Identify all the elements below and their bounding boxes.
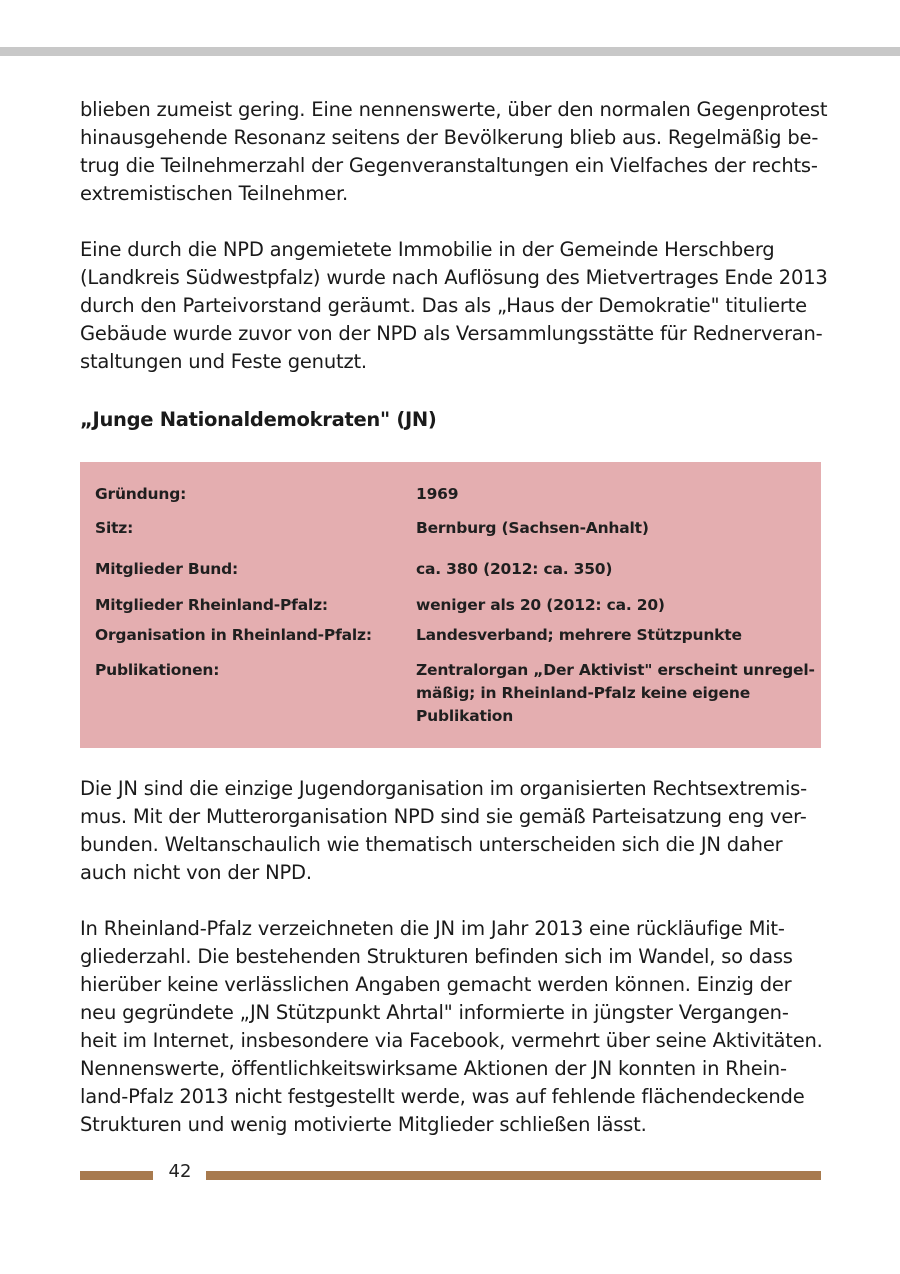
text-line: Eine durch die NPD angemietete Immobilie in der Gemeinde Herschberg — [80, 238, 775, 261]
text-line: Nennenswerte, öffentlichkeitswirksame Aktionen der JN konnten in Rhein- — [80, 1057, 787, 1080]
page-number: 42 — [168, 1161, 192, 1182]
text-line: hierüber keine verlässlichen Angaben gemacht werden können. Einzig der — [80, 973, 792, 996]
text-line: extremistischen Teilnehmer. — [80, 182, 349, 205]
fact-value-publications-line3: Publikation — [416, 707, 514, 725]
page-content — [80, 96, 828, 434]
text-line: durch den Parteivorstand geräumt. Das als „Haus der Demokratie" titulierte — [80, 294, 807, 317]
text-line: auch nicht von der NPD. — [80, 861, 312, 884]
text-line: trug die Teilnehmerzahl der Gegenveranstaltungen ein Vielfaches der rechts- — [80, 154, 818, 177]
fact-label-members-federal: Mitglieder Bund: — [95, 560, 239, 578]
text-line: Gebäude wurde zuvor von der NPD als Versammlungsstätte für Rednerveran- — [80, 322, 823, 345]
text-line: staltungen und Feste genutzt. — [80, 350, 367, 373]
fact-label-seat: Sitz: — [95, 519, 134, 537]
section-heading: „Junge Nationaldemokraten" (JN) — [80, 408, 437, 431]
fact-box — [80, 462, 821, 748]
footer-bar-left — [80, 1171, 153, 1180]
fact-label-members-rlp: Mitglieder Rheinland-Pfalz: — [95, 596, 328, 614]
fact-value-members-rlp: weniger als 20 (2012: ca. 20) — [416, 596, 665, 614]
paragraph-jn-rlp — [80, 915, 825, 1139]
text-line: blieben zumeist gering. Eine nennenswerte, über den normalen Gegenprotest — [80, 98, 828, 121]
text-line: gliederzahl. Die bestehenden Strukturen befinden sich im Wandel, so dass — [80, 945, 793, 968]
text-line: hinausgehende Resonanz seitens der Bevölkerung blieb aus. Regelmäßig be- — [80, 126, 819, 149]
fact-label-founding: Gründung: — [95, 485, 187, 503]
fact-value-publications-line2: mäßig; in Rheinland-Pfalz keine eigene — [416, 684, 751, 702]
text-line: bunden. Weltanschaulich wie thematisch unterscheiden sich die JN daher — [80, 833, 783, 856]
text-line: In Rheinland-Pfalz verzeichneten die JN im Jahr 2013 eine rückläufige Mit- — [80, 917, 785, 940]
fact-label-publications: Publikationen: — [95, 661, 220, 679]
text-line: mus. Mit der Mutterorganisation NPD sind sie gemäß Parteisatzung eng ver- — [80, 805, 807, 828]
fact-label-organisation: Organisation in Rheinland-Pfalz: — [95, 626, 372, 644]
fact-value-publications-line1: Zentralorgan „Der Aktivist" erscheint unregel- — [416, 661, 815, 679]
paragraph-property — [80, 236, 828, 376]
footer-bar-right — [206, 1171, 821, 1180]
fact-value-organisation: Landesverband; mehrere Stützpunkte — [416, 626, 742, 644]
text-line: neu gegründete „JN Stützpunkt Ahrtal" informierte in jüngster Vergangen- — [80, 1001, 789, 1024]
paragraph-counterprotest — [80, 96, 828, 208]
fact-value-seat: Bernburg (Sachsen-Anhalt) — [416, 519, 649, 537]
text-line: Die JN sind die einzige Jugendorganisation im organisierten Rechtsextremis- — [80, 777, 807, 800]
text-line: (Landkreis Südwestpfalz) wurde nach Auflösung des Mietvertrages Ende 2013 — [80, 266, 828, 289]
page-content-lower — [80, 775, 825, 1139]
text-line: Strukturen und wenig motivierte Mitglieder schließen lässt. — [80, 1113, 647, 1136]
top-divider — [0, 47, 900, 56]
fact-value-founding: 1969 — [416, 485, 459, 503]
text-line: land-Pfalz 2013 nicht festgestellt werde, was auf fehlende flächendeckende — [80, 1085, 805, 1108]
paragraph-jn-youth — [80, 775, 825, 887]
text-line: heit im Internet, insbesondere via Facebook, vermehrt über seine Aktivitäten. — [80, 1029, 823, 1052]
fact-value-members-federal: ca. 380 (2012: ca. 350) — [416, 560, 613, 578]
